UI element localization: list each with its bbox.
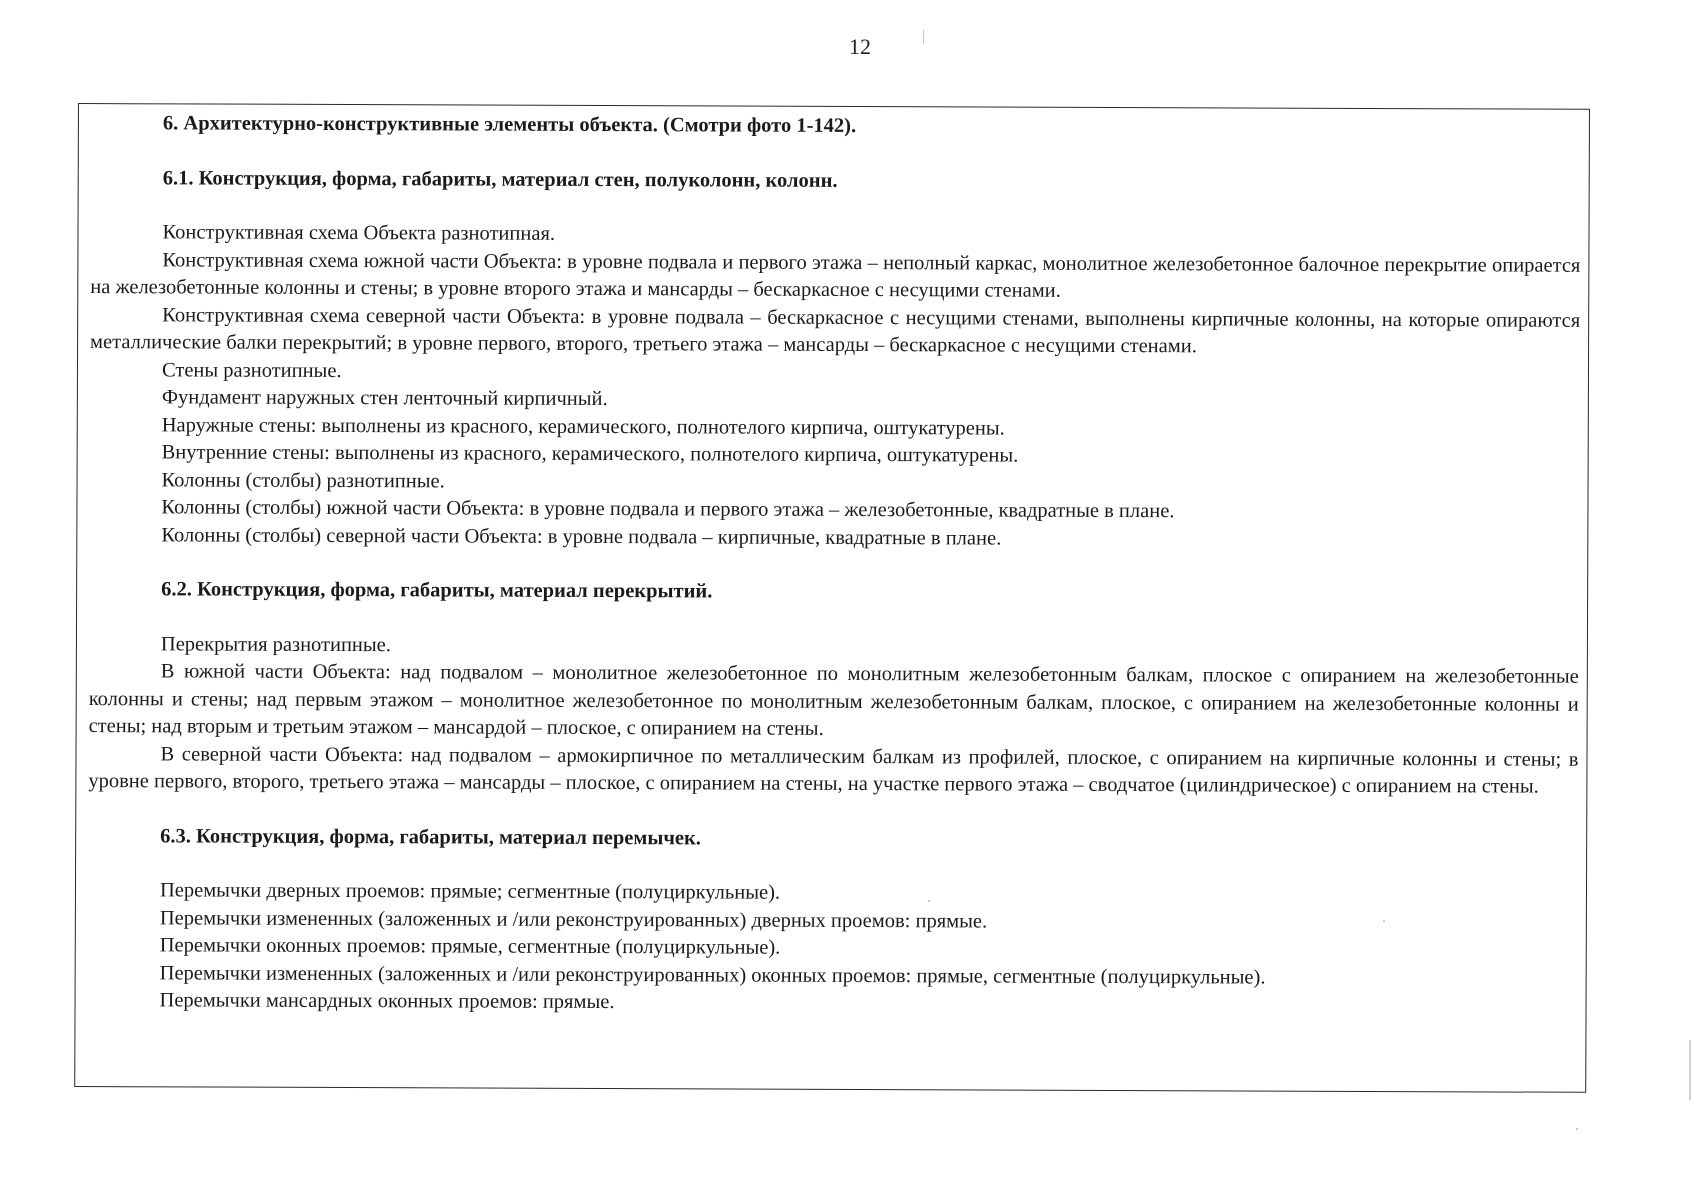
section-6-1-line: Колонны (столбы) южной части Объекта: в уровне подвала и первого этажа – железобетонные, квадратные в плане.	[161, 496, 1175, 523]
scan-speck	[1576, 1128, 1578, 1130]
section-6-1-line: Наружные стены: выполнены из красного, керамического, полнотелого кирпича, оштукатурены.	[161, 413, 1005, 440]
section-6-1-south-paragraph: Конструктивная схема южной части Объекта: в уровне подвала и первого этажа – неполный каркас, монолитное железобетонное балочное перекрытие опирается на железобетонные колонны и стены; в уровне второго этажа и мансарды – бескаркасное с несущими стенами.	[90, 248, 1581, 302]
document-frame	[74, 103, 1590, 1093]
scan-speck	[928, 900, 930, 902]
section-6-2-intro: Перекрытия разнотипные.	[160, 632, 391, 656]
scan-speck	[1383, 920, 1385, 922]
section-6-1-line: Колонны (столбы) северной части Объекта: в уровне подвала – кирпичные, квадратные в плане.	[161, 523, 1002, 550]
section-6-heading: 6. Архитектурно-конструктивные элементы объекта. (Смотри фото 1-142).	[162, 112, 857, 137]
section-6-3-heading: 6.3. Конструкция, форма, габариты, материал перемычек.	[160, 824, 701, 849]
section-6-1-north-paragraph: Конструктивная схема северной части Объекта: в уровне подвала – бескаркасное с несущими стенами, выполнены кирпичные колонны, на которые опираются металлические балки перекрытий; в уровне первого, второго, третьего этажа – мансарды – бескаркасное с несущими стенами.	[90, 303, 1581, 358]
section-6-1-line: Колонны (столбы) разнотипные.	[161, 468, 445, 492]
section-6-1-line: Фундамент наружных стен ленточный кирпичный.	[161, 386, 608, 411]
section-6-2-heading: 6.2. Конструкция, форма, габариты, материал перекрытий.	[161, 578, 713, 603]
section-6-3-line: Перемычки оконных проемов: прямые, сегментные (полуциркульные).	[159, 934, 781, 959]
section-6-3-line: Перемычки измененных (заложенных и /или реконструированных) дверных проемов: прямые.	[159, 906, 988, 932]
section-6-1-heading: 6.1. Конструкция, форма, габариты, материал стен, полуколонн, колонн.	[162, 166, 838, 192]
section-6-3-line: Перемычки дверных проемов: прямые; сегментные (полуциркульные).	[159, 879, 781, 904]
section-6-1-line: Стены разнотипные.	[161, 358, 342, 382]
section-6-1-line: Внутренние стены: выполнены из красного, керамического, полнотелого кирпича, оштукатурены.	[161, 441, 1019, 467]
section-6-1-intro: Конструктивная схема Объекта разнотипная.	[162, 221, 556, 245]
section-6-3-line: Перемычки измененных (заложенных и /или реконструированных) оконных проемов: прямые, сегментные (полуциркульные).	[159, 961, 1266, 989]
section-6-3-line: Перемычки мансардных оконных проемов: прямые.	[159, 989, 615, 1014]
section-6-2-south-paragraph: В южной части Объекта: над подвалом – монолитное железобетонное по монолитным железобетонным балкам, плоское с опиранием на железобетонные колонны и стены; над первым этажом – монолитное железобетонное по монолитным железобетонным балкам, плоское, с опиранием на железобетонные колонны и стены; над вторым и третьим этажом – мансардой – плоское, с опиранием на стены.	[88, 660, 1579, 740]
document-body	[88, 110, 1581, 1020]
scan-artifact-mark	[923, 30, 924, 44]
scan-edge-mark	[1689, 1040, 1691, 1100]
page-number: 12	[849, 34, 871, 59]
section-6-2-north-paragraph: В северной части Объекта: над подвалом – армокирпичное по металлическим балкам из профилей, плоское, с опиранием на кирпичные колонны и стены; в уровне первого, второго, третьего этажа – мансарды – плоское, с опиранием на стены, на участке первого этажа – сводчатое (цилиндрическое) с опиранием на стены.	[88, 742, 1579, 798]
